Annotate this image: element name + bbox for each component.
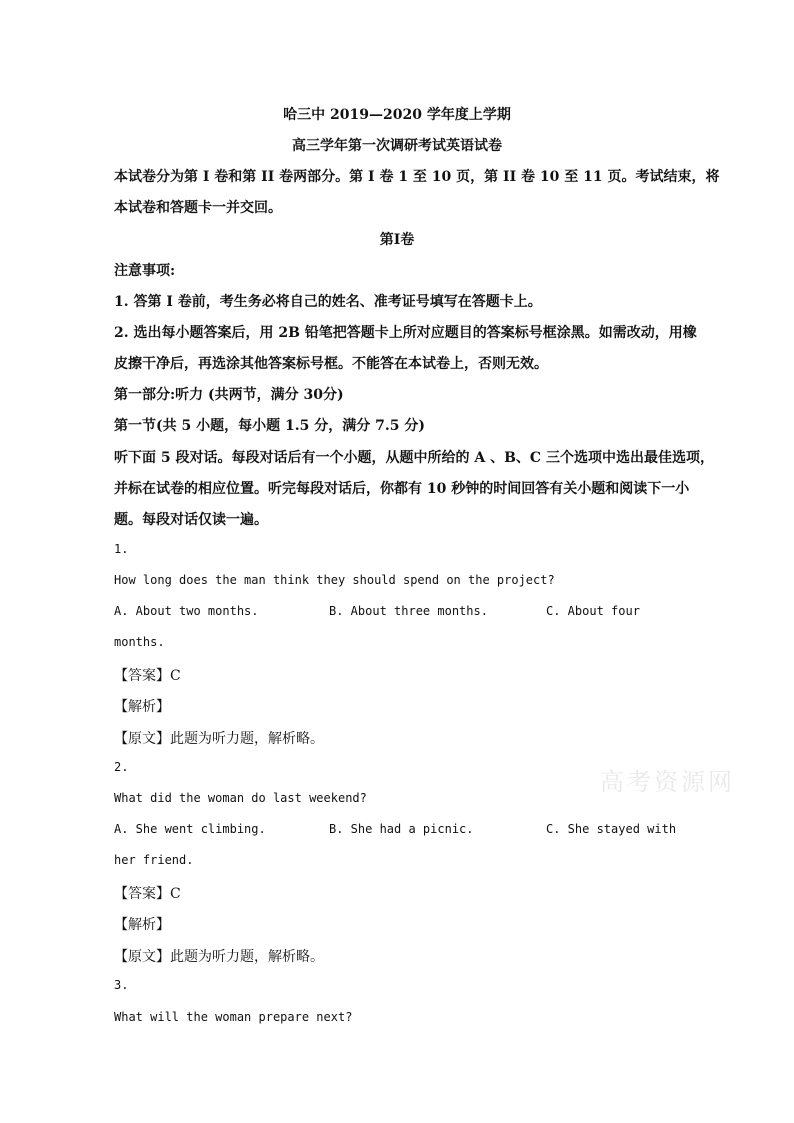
option-a: A. About two months. bbox=[114, 604, 259, 618]
question-text: What did the woman do last weekend? bbox=[114, 791, 367, 805]
option-b: B. She had a picnic. bbox=[329, 822, 474, 836]
answer-line: 【答案】C bbox=[114, 886, 181, 902]
option-b: B. About three months. bbox=[329, 604, 488, 618]
note-item: 皮擦干净后，再选涂其他答案标号框。不能答在本试卷上，否则无效。 bbox=[114, 356, 548, 372]
part-heading: 第一部分:听力 (共两节，满分 30分) bbox=[114, 387, 344, 403]
analysis-label: 【解析】 bbox=[114, 699, 170, 715]
question-text: How long does the man think they should spend on the project? bbox=[114, 573, 555, 587]
note-item: 1. 答第 I 卷前，考生务必将自己的姓名、准考证号填写在答题卡上。 bbox=[114, 294, 542, 310]
option-c-continued: months. bbox=[114, 635, 165, 649]
option-c: C. About four bbox=[546, 604, 640, 618]
section-heading: 第一节(共 5 小题，每小题 1.5 分，满分 7.5 分) bbox=[114, 418, 425, 434]
volume-title: 第Ⅰ卷 bbox=[379, 232, 415, 248]
exam-subtitle: 高三学年第一次调研考试英语试卷 bbox=[292, 138, 502, 154]
intro-line: 本试卷分为第 I 卷和第 II 卷两部分。第 I 卷 1 至 10 页，第 II 卷 10 至 11 页。考试结束，将 bbox=[114, 169, 720, 185]
original-text: 【原文】此题为听力题，解析略。 bbox=[114, 949, 324, 965]
note-item: 2. 选出每小题答案后，用 2B 铅笔把答题卡上所对应题目的答案标号框涂黑。如需改动，用橡 bbox=[114, 325, 697, 341]
question-number: 3. bbox=[114, 978, 129, 992]
intro-line: 本试卷和答题卡一并交回。 bbox=[114, 200, 282, 216]
instructions-line: 题。每段对话仅读一遍。 bbox=[114, 512, 268, 528]
question-text: What will the woman prepare next? bbox=[114, 1010, 353, 1024]
exam-title: 哈三中 2019—2020 学年度上学期 bbox=[283, 107, 511, 123]
notes-heading: 注意事项: bbox=[114, 263, 176, 279]
instructions-line: 听下面 5 段对话。每段对话后有一个小题，从题中所给的 A 、B、C 三个选项中选出最佳选项， bbox=[114, 450, 714, 466]
question-number: 1. bbox=[114, 542, 129, 556]
option-c: C. She stayed with bbox=[546, 822, 677, 836]
answer-line: 【答案】C bbox=[114, 668, 181, 684]
original-text: 【原文】此题为听力题，解析略。 bbox=[114, 731, 324, 747]
watermark: 高考资源网 bbox=[600, 768, 735, 796]
question-number: 2. bbox=[114, 760, 129, 774]
option-c-continued: her friend. bbox=[114, 853, 194, 867]
analysis-label: 【解析】 bbox=[114, 917, 170, 933]
option-a: A. She went climbing. bbox=[114, 822, 266, 836]
instructions-line: 并标在试卷的相应位置。听完每段对话后，你都有 10 秒钟的时间回答有关小题和阅读下一小 bbox=[114, 481, 690, 497]
